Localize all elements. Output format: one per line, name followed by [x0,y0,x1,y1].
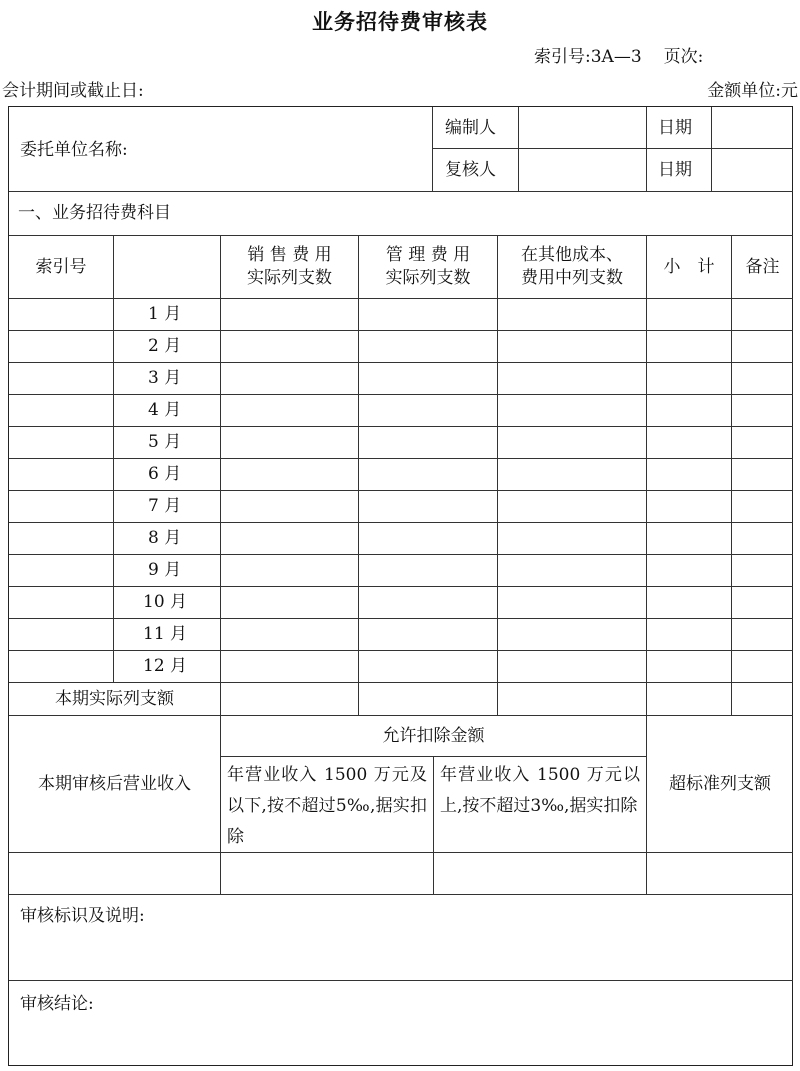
month-label: 12 月 [143,656,188,676]
reviewer-field[interactable] [519,149,645,190]
grid-line [432,107,433,191]
header-other-line2: 费用中列支数 [521,268,623,288]
grid-line [9,554,793,555]
grid-line [220,235,221,715]
grid-line [220,756,646,757]
month-label: 8 月 [148,528,182,548]
client-name-label: 委托单位名称: [20,140,128,160]
page-number: 页次: [663,47,704,67]
header-subtotal: 小 计 [663,256,715,277]
grid-line [9,618,793,619]
index-number: 索引号:3A—3 [534,47,642,67]
audit-notes-field[interactable] [10,930,792,978]
form-title: 业务招待费审核表 [312,10,488,34]
section1-label: 一、业务招待费科目 [18,203,171,223]
header-index: 索引号 [35,256,87,277]
header-sales-line2: 实际列支数 [247,268,332,288]
header-sales [221,236,358,298]
grid-line [731,235,732,715]
audit-notes-label: 审核标识及说明: [20,906,145,926]
month-label: 2 月 [148,336,182,356]
reviewer-date-field[interactable] [712,149,792,190]
grid-line [9,650,793,651]
accounting-period-label: 会计期间或截止日: [2,81,144,101]
grid-line [497,235,498,715]
grid-line [9,490,793,491]
header-remarks: 备注 [745,256,780,277]
grid-line [9,894,793,895]
deduction-high-field[interactable] [434,853,645,893]
month-label: 1 月 [148,304,182,324]
excess-label: 超标准列支额 [669,773,771,794]
grid-line [9,394,793,395]
month-label: 3 月 [148,368,182,388]
grid-line [646,235,647,715]
grid-line [9,298,793,299]
month-label: 9 月 [148,560,182,580]
month-label: 7 月 [148,496,182,516]
reference-line [534,42,703,67]
grid-line [9,426,793,427]
header-admin [359,236,497,298]
month-label: 6 月 [148,464,182,484]
grid-line [646,107,647,191]
revenue-label: 本期审核后营业收入 [38,773,191,794]
header-other [498,236,646,298]
preparer-field[interactable] [519,108,645,147]
reviewer-date-label: 日期 [658,160,692,180]
reviewer-label: 复核人 [445,160,496,180]
month-label: 4 月 [148,400,182,420]
grid-line [9,191,793,192]
grid-line [9,330,793,331]
grid-line [9,980,793,981]
grid-line [9,522,793,523]
audit-conclusion-field[interactable] [10,1018,792,1064]
header-admin-line1: 管 理 费 用 [385,245,471,266]
header-sales-line1: 销 售 费 用 [247,245,332,266]
preparer-date-field[interactable] [712,108,792,147]
month-label: 10 月 [143,592,188,612]
preparer-date-label: 日期 [658,118,692,138]
revenue-field[interactable] [10,853,219,893]
excess-field[interactable] [647,853,792,893]
header-admin-line2: 实际列支数 [385,268,471,288]
audit-conclusion-label: 审核结论: [20,994,94,1014]
rule-low-text: 年营业收入 1500 万元及以下,按不超过5‰,据实扣除 [227,765,427,847]
grid-line [9,362,793,363]
grid-line [9,458,793,459]
grid-line [358,235,359,715]
allowed-deduction-label: 允许扣除金额 [382,725,485,746]
header-other-line1: 在其他成本、 [521,245,623,266]
period-total-label: 本期实际列支额 [55,688,174,709]
deduction-low-field[interactable] [221,853,432,893]
rule-high-text: 年营业收入 1500 万元以上,按不超过3‰,据实扣除 [440,765,640,816]
preparer-label: 编制人 [445,118,496,138]
month-label: 5 月 [148,432,182,452]
grid-line [9,586,793,587]
amount-unit-label: 金额单位:元 [707,81,798,101]
month-label: 11 月 [143,624,188,644]
